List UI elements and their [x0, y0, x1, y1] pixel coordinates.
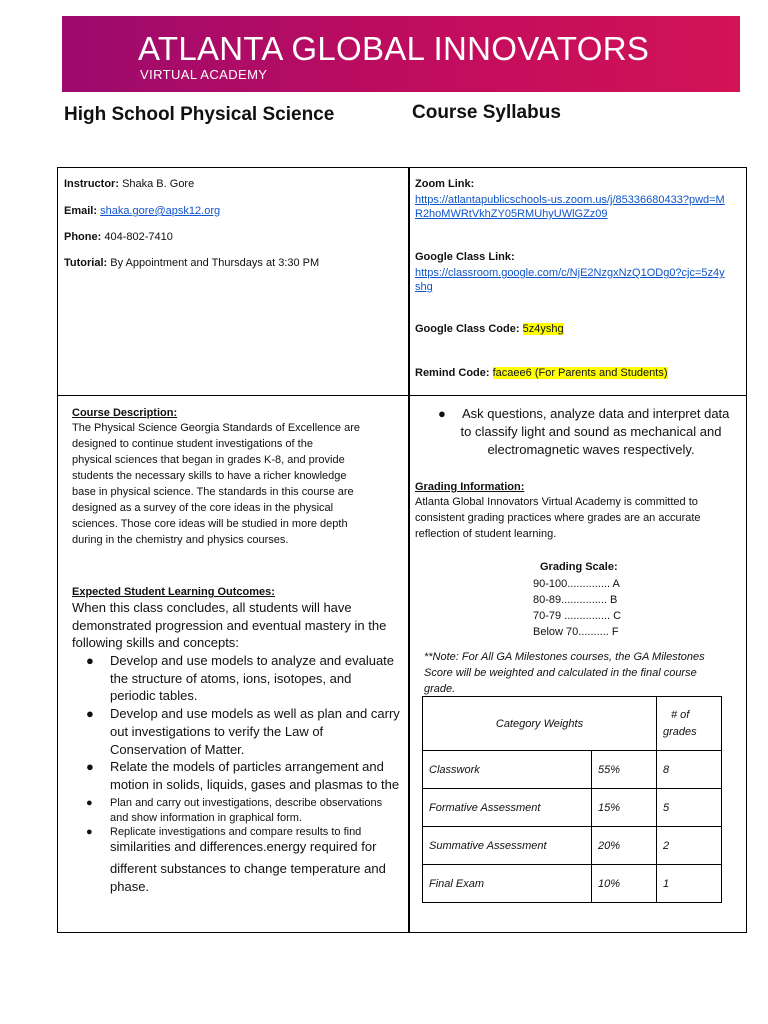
description-body: The Physical Science Georgia Standards of Excellence are designed to continue student investigations of the physical sciences that began in grades K-8, and provide students the necessary skills to have a richer knowledge base in physical science. The standards in this course are designed as a survey of the core ideas in the physical sciences. Those core ideas will be studied in more depth during in the chemistry and physics courses.: [72, 422, 360, 546]
email-line: Email: shaka.gore@apsk12.org: [64, 205, 221, 217]
remind-line: Remind Code: facaee6 (For Parents and Students): [415, 367, 668, 379]
course-description: [72, 406, 402, 548]
gcode-line: Google Class Code: 5z4yshg: [415, 323, 564, 335]
bullet-icon: ●: [438, 406, 446, 421]
outcomes-heading: Expected Student Learning Outcomes:: [72, 586, 275, 598]
outcomes-intro: When this class concludes, all students will have demonstrated progression and eventual mastery in the following skills and concepts:: [72, 600, 387, 650]
outcomes-list: [72, 652, 402, 794]
remind-value: facaee6 (For Parents and Students): [492, 367, 668, 379]
header-banner: [62, 16, 740, 92]
instructor-name: Shaka B. Gore: [122, 178, 195, 190]
bullet-icon: ●: [86, 653, 94, 668]
course-title: High School Physical Science: [64, 104, 335, 125]
table-row: [423, 697, 722, 751]
zoom-link[interactable]: https://atlantapublicschools-us.zoom.us/j/85336680433?pwd=M R2hoMWRtVkhZY05RMUhyUWlGZz09: [415, 194, 725, 220]
right-bullet: ● Ask questions, analyze data and interpret data to classify light and sound as mechanical and electromagnetic waves respectively.: [438, 406, 730, 457]
grading-body: Atlanta Global Innovators Virtual Academy is committed to consistent grading practices where grades are an accurate reflection of student learning.: [415, 496, 701, 540]
table-row: [423, 827, 722, 865]
category-cell: Final Exam: [423, 865, 592, 903]
list-item: ● Develop and use models as well as plan and carry out investigations to verify the Law of Conservation of Matter.: [86, 706, 400, 757]
percent-cell: 55%: [592, 751, 657, 789]
outcomes-tail: different substances to change temperature and phase.: [110, 861, 386, 894]
bullet-icon: ●: [86, 826, 93, 838]
category-cell: Classwork: [423, 751, 592, 789]
email-link[interactable]: shaka.gore@apsk12.org: [100, 205, 221, 217]
grading-heading: Grading Information:: [415, 481, 525, 493]
bullet-icon: ●: [86, 706, 94, 722]
table-row: [423, 751, 722, 789]
header-count: # of grades: [657, 697, 722, 751]
grades-cell: 2: [657, 827, 722, 865]
table-row: [423, 789, 722, 827]
grades-cell: 8: [657, 751, 722, 789]
gclass-label: Google Class Link:: [415, 251, 515, 263]
header-category: Category Weights: [423, 697, 657, 751]
bullet-icon: ●: [86, 759, 94, 775]
grading-scale-title: Grading Scale:: [540, 561, 618, 573]
tutorial-time: By Appointment and Thursdays at 3:30 PM: [110, 257, 320, 269]
gclass-link[interactable]: https://classroom.google.com/c/NjE2NzgxNzQ1ODg0?cjc=5z4y shg: [415, 267, 725, 293]
gcode-value: 5z4yshg: [522, 323, 564, 335]
list-item: ● Plan and carry out investigations, describe observations and show information in graphical form.: [86, 797, 383, 824]
tutorial-line: Tutorial: By Appointment and Thursdays at 3:30 PM: [64, 257, 320, 269]
table-row: [423, 865, 722, 903]
milestones-note: **Note: For All GA Milestones courses, the GA Milestones Score will be weighted and calculated in the final course grade.: [424, 651, 705, 695]
outcomes-list-small: [72, 796, 407, 854]
list-item: ● Replicate investigations and compare results to find similarities and differences.energy required for: [86, 826, 377, 854]
phone-number: 404-802-7410: [104, 231, 173, 243]
doc-title: Course Syllabus: [412, 102, 561, 123]
grading-section: [415, 480, 745, 542]
bullet-icon: ●: [86, 797, 93, 809]
category-cell: Formative Assessment: [423, 789, 592, 827]
grading-scale: 90-100.............. A 80-89............... B 70-79 ............... C Below 70.......... F: [533, 578, 622, 638]
zoom-label: Zoom Link:: [415, 178, 475, 190]
percent-cell: 10%: [592, 865, 657, 903]
grades-cell: 1: [657, 865, 722, 903]
percent-cell: 20%: [592, 827, 657, 865]
category-cell: Summative Assessment: [423, 827, 592, 865]
description-heading: Course Description:: [72, 407, 178, 419]
category-weights-table: [422, 696, 722, 903]
percent-cell: 15%: [592, 789, 657, 827]
phone-line: Phone: 404-802-7410: [64, 231, 173, 243]
banner-subtitle: VIRTUAL ACADEMY: [140, 67, 268, 82]
grades-cell: 5: [657, 789, 722, 827]
banner-title: ATLANTA GLOBAL INNOVATORS: [138, 30, 650, 67]
list-item: ● Relate the models of particles arrangement and motion in solids, liquids, gases and plasmas to the: [86, 759, 400, 792]
list-item: ● Develop and use models to analyze and evaluate the structure of atoms, ions, isotopes, and periodic tables.: [86, 653, 395, 704]
instructor-line: Instructor: Shaka B. Gore: [64, 178, 195, 190]
